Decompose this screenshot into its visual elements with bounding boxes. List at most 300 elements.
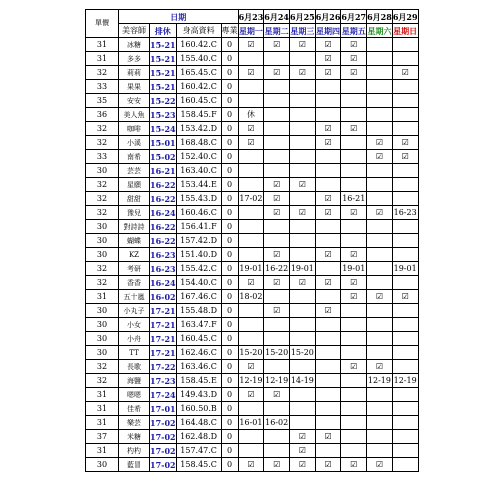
day-cell: ☑ (367, 206, 393, 220)
day-cell (392, 192, 418, 206)
profile-cell: 158.45.C (176, 458, 221, 472)
price-cell: 33 (86, 80, 119, 94)
day-cell (392, 346, 418, 360)
day-cell (238, 94, 264, 108)
day-cell (392, 164, 418, 178)
price-cell: 32 (86, 206, 119, 220)
day-cell (392, 458, 418, 472)
profile-cell: 163.40.C (176, 164, 221, 178)
column-header-grade: 專業 (221, 24, 238, 38)
day-cell (392, 94, 418, 108)
grade-cell: 0 (221, 234, 238, 248)
profile-cell: 160.50.B (176, 402, 221, 416)
table-row (86, 248, 419, 262)
profile-cell: 160.45.C (176, 94, 221, 108)
date-header: 6月24 (264, 11, 289, 22)
day-cell: 12-19 (392, 374, 418, 388)
code-cell: 16-02 (150, 291, 176, 302)
profile-cell: 165.45.C (176, 66, 221, 80)
day-cell (290, 164, 316, 178)
price-cell: 30 (86, 220, 119, 234)
day-cell (392, 80, 418, 94)
code-cell: 15-23 (150, 109, 176, 120)
day-cell (392, 108, 418, 122)
code-cell: 15-21 (150, 67, 176, 78)
day-cell (392, 444, 418, 458)
price-cell: 30 (86, 304, 119, 318)
name-cell: 安安 (119, 94, 150, 108)
day-cell (238, 52, 264, 66)
day-cell (315, 318, 341, 332)
day-cell (367, 444, 393, 458)
day-cell: ☑ (315, 136, 341, 150)
code-cell: 16-23 (150, 249, 176, 260)
day-cell (290, 108, 316, 122)
name-cell: 嗯嗯 (119, 388, 150, 402)
day-cell (367, 318, 393, 332)
day-cell (264, 290, 290, 304)
day-cell: 15-20 (290, 346, 316, 360)
day-cell (290, 332, 316, 346)
day-cell (315, 150, 341, 164)
price-cell: 32 (86, 276, 119, 290)
day-cell (367, 346, 393, 360)
day-cell (392, 234, 418, 248)
header-row-columns (86, 24, 419, 38)
grade-cell: 0 (221, 402, 238, 416)
table-row (86, 164, 419, 178)
day-cell (392, 416, 418, 430)
table-row (86, 444, 419, 458)
name-cell: 藍冒 (119, 458, 150, 472)
table-row (86, 80, 419, 94)
day-cell (367, 52, 393, 66)
day-cell: ☑ (238, 122, 264, 136)
grade-cell: 0 (221, 444, 238, 458)
day-cell (367, 304, 393, 318)
grade-cell: 0 (221, 150, 238, 164)
day-cell (264, 220, 290, 234)
day-cell: ☑ (315, 304, 341, 318)
day-cell (392, 220, 418, 234)
day-cell: ☑ (290, 38, 316, 52)
day-cell (341, 136, 367, 150)
code-cell: 17-02 (150, 445, 176, 456)
price-cell: 30 (86, 234, 119, 248)
price-cell: 32 (86, 66, 119, 80)
day-cell (290, 150, 316, 164)
day-cell: ☑ (290, 458, 316, 472)
table-row (86, 262, 419, 276)
grade-cell: 0 (221, 360, 238, 374)
day-cell: 16-22 (264, 262, 290, 276)
day-cell (341, 346, 367, 360)
profile-cell: 155.43.D (176, 192, 221, 206)
name-cell: 南希 (119, 150, 150, 164)
schedule-table (85, 9, 419, 472)
name-cell: 海鹽 (119, 374, 150, 388)
grade-cell: 0 (221, 38, 238, 52)
day-cell: ☑ (264, 248, 290, 262)
table-row (86, 38, 419, 52)
name-cell: 甜甜 (119, 192, 150, 206)
date-header: 6月25 (290, 11, 315, 22)
profile-cell: 152.40.C (176, 150, 221, 164)
table-row (86, 402, 419, 416)
day-cell: ☑ (315, 122, 341, 136)
name-cell: 咖啡 (119, 122, 150, 136)
day-cell: 16-21 (341, 192, 367, 206)
day-cell (367, 122, 393, 136)
day-cell (367, 248, 393, 262)
price-cell: 30 (86, 458, 119, 472)
profile-cell: 164.48.C (176, 416, 221, 430)
code-cell: 16-21 (150, 165, 176, 176)
profile-cell: 160.46.C (176, 206, 221, 220)
day-cell (367, 66, 393, 80)
day-cell: 19-01 (392, 262, 418, 276)
code-cell: 16-22 (150, 235, 176, 246)
name-cell: 莉莉 (119, 66, 150, 80)
name-cell: 香香 (119, 276, 150, 290)
price-cell: 31 (86, 290, 119, 304)
grade-cell: 0 (221, 220, 238, 234)
profile-cell: 151.40.D (176, 248, 221, 262)
day-cell: ☑ (290, 178, 316, 192)
price-cell: 31 (86, 38, 119, 52)
day-cell (392, 122, 418, 136)
grade-cell: 0 (221, 178, 238, 192)
grade-cell: 0 (221, 318, 238, 332)
day-cell (367, 178, 393, 192)
day-cell (315, 374, 341, 388)
day-cell (290, 248, 316, 262)
price-cell: 30 (86, 332, 119, 346)
day-cell (238, 318, 264, 332)
day-cell (290, 234, 316, 248)
profile-cell: 158.45.F (176, 108, 221, 122)
grade-cell: 0 (221, 430, 238, 444)
day-cell: ☑ (264, 388, 290, 402)
profile-cell: 158.45.E (176, 374, 221, 388)
day-cell (315, 444, 341, 458)
date-header: 6月29 (392, 11, 418, 22)
day-cell (367, 80, 393, 94)
price-cell: 33 (86, 150, 119, 164)
grade-cell: 0 (221, 136, 238, 150)
day-cell: ☑ (341, 360, 367, 374)
column-header-name: 美容師 (119, 24, 150, 38)
day-cell: 15-20 (264, 346, 290, 360)
day-cell (264, 332, 290, 346)
day-cell: 休 (238, 108, 264, 122)
day-cell: 16-01 (238, 416, 264, 430)
day-cell (264, 136, 290, 150)
day-cell (392, 360, 418, 374)
day-cell: ☑ (341, 52, 367, 66)
profile-cell: 160.42.C (176, 80, 221, 94)
day-cell: ☑ (264, 38, 290, 52)
day-cell: 14-19 (290, 374, 316, 388)
table-row (86, 94, 419, 108)
grade-cell: 0 (221, 346, 238, 360)
day-cell: 16-02 (264, 416, 290, 430)
profile-cell: 168.48.C (176, 136, 221, 150)
day-cell: ☑ (315, 458, 341, 472)
day-cell (290, 192, 316, 206)
grade-cell: 0 (221, 416, 238, 430)
code-cell: 17-21 (150, 347, 176, 358)
day-cell: ☑ (341, 248, 367, 262)
profile-cell: 162.46.C (176, 346, 221, 360)
day-cell (264, 360, 290, 374)
name-cell: 樂芸 (119, 416, 150, 430)
day-cell: ☑ (264, 458, 290, 472)
day-cell (290, 318, 316, 332)
price-cell: 30 (86, 346, 119, 360)
day-cell (341, 430, 367, 444)
day-cell: ☑ (238, 276, 264, 290)
table-row (86, 290, 419, 304)
price-cell: 32 (86, 192, 119, 206)
price-cell: 30 (86, 248, 119, 262)
grade-cell: 0 (221, 52, 238, 66)
day-cell (264, 150, 290, 164)
table-row (86, 150, 419, 164)
day-cell (392, 332, 418, 346)
code-cell: 17-02 (150, 459, 176, 470)
day-cell (264, 94, 290, 108)
day-cell (315, 234, 341, 248)
code-cell: 16-24 (150, 207, 176, 218)
day-cell (392, 402, 418, 416)
day-cell: 15-20 (238, 346, 264, 360)
profile-cell: 155.40.C (176, 52, 221, 66)
day-cell (315, 360, 341, 374)
day-cell: 18-02 (238, 290, 264, 304)
grade-cell: 0 (221, 388, 238, 402)
day-cell: ☑ (392, 290, 418, 304)
price-cell: 31 (86, 444, 119, 458)
grade-cell: 0 (221, 94, 238, 108)
weekday-header: 星期三 (290, 25, 315, 36)
day-cell (315, 164, 341, 178)
code-cell: 16-23 (150, 263, 176, 274)
day-cell (290, 136, 316, 150)
price-cell: 32 (86, 374, 119, 388)
day-cell (315, 108, 341, 122)
day-cell (264, 234, 290, 248)
day-cell (367, 192, 393, 206)
grade-cell: 0 (221, 206, 238, 220)
day-cell (264, 164, 290, 178)
day-cell: ☑ (341, 276, 367, 290)
day-cell (392, 178, 418, 192)
day-cell (264, 402, 290, 416)
weekday-header: 星期一 (238, 25, 263, 36)
day-cell: 12-19 (264, 374, 290, 388)
day-cell (238, 304, 264, 318)
day-cell (341, 234, 367, 248)
day-cell: ☑ (238, 136, 264, 150)
profile-cell: 156.41.F (176, 220, 221, 234)
price-cell: 31 (86, 388, 119, 402)
code-cell: 17-02 (150, 417, 176, 428)
code-cell: 16-22 (150, 179, 176, 190)
grade-cell: 0 (221, 80, 238, 94)
grade-cell: 0 (221, 192, 238, 206)
column-header-code: 排休 (150, 24, 177, 38)
day-cell (392, 304, 418, 318)
day-cell: ☑ (341, 38, 367, 52)
name-cell: KZ (119, 248, 150, 262)
day-cell: ☑ (341, 458, 367, 472)
grade-cell: 0 (221, 276, 238, 290)
price-cell: 31 (86, 402, 119, 416)
profile-cell: 155.42.C (176, 262, 221, 276)
profile-cell: 160.45.C (176, 332, 221, 346)
profile-cell: 162.48.D (176, 430, 221, 444)
code-cell: 15-21 (150, 53, 176, 64)
code-cell: 15-22 (150, 95, 176, 106)
grade-cell: 0 (221, 304, 238, 318)
day-cell: ☑ (315, 206, 341, 220)
name-cell: 五十嵐 (119, 290, 150, 304)
price-cell: 32 (86, 360, 119, 374)
name-cell: 多多 (119, 52, 150, 66)
day-cell: ☑ (290, 66, 316, 80)
day-cell (315, 80, 341, 94)
day-cell (290, 80, 316, 94)
day-cell: ☑ (367, 136, 393, 150)
price-cell: 32 (86, 122, 119, 136)
day-cell: ☑ (392, 66, 418, 80)
day-cell (264, 80, 290, 94)
day-cell (238, 220, 264, 234)
day-cell: ☑ (341, 66, 367, 80)
day-cell (264, 108, 290, 122)
day-cell: ☑ (315, 52, 341, 66)
table-row (86, 318, 419, 332)
code-cell: 17-24 (150, 389, 176, 400)
day-cell: 12-19 (367, 374, 393, 388)
code-cell: 16-22 (150, 193, 176, 204)
name-cell: 考研 (119, 262, 150, 276)
table-row (86, 304, 419, 318)
day-cell (315, 290, 341, 304)
profile-cell: 157.42.D (176, 234, 221, 248)
day-cell: ☑ (315, 276, 341, 290)
day-cell (238, 332, 264, 346)
table-row (86, 430, 419, 444)
table-row (86, 52, 419, 66)
table-row (86, 416, 419, 430)
date-header: 6月28 (367, 11, 392, 22)
name-cell: 蝴蝶 (119, 234, 150, 248)
day-cell: ☑ (238, 38, 264, 52)
day-cell (238, 206, 264, 220)
day-cell (367, 94, 393, 108)
day-cell (238, 178, 264, 192)
day-cell: ☑ (392, 136, 418, 150)
name-cell: TT (119, 346, 150, 360)
code-cell: 16-24 (150, 277, 176, 288)
price-cell: 32 (86, 262, 119, 276)
day-cell (264, 430, 290, 444)
table-row (86, 136, 419, 150)
day-cell (392, 318, 418, 332)
day-cell (367, 402, 393, 416)
day-cell (341, 402, 367, 416)
day-cell (238, 164, 264, 178)
name-cell: 美人魚 (119, 108, 150, 122)
grade-cell: 0 (221, 290, 238, 304)
corner-label: 單價 (86, 10, 119, 38)
day-cell (315, 94, 341, 108)
day-cell: 19-01 (238, 262, 264, 276)
day-cell (290, 290, 316, 304)
day-cell (264, 122, 290, 136)
date-header: 6月23 (238, 11, 264, 22)
day-cell (392, 388, 418, 402)
price-cell: 36 (86, 108, 119, 122)
table-row (86, 388, 419, 402)
code-cell: 15-01 (150, 137, 176, 148)
day-cell (367, 164, 393, 178)
profile-cell: 153.44.E (176, 178, 221, 192)
day-cell: ☑ (341, 290, 367, 304)
code-cell: 15-02 (150, 151, 176, 162)
name-cell: 對詩詩 (119, 220, 150, 234)
table-row (86, 108, 419, 122)
day-cell (290, 94, 316, 108)
day-cell (367, 430, 393, 444)
price-cell: 37 (86, 430, 119, 444)
code-cell: 17-21 (150, 333, 176, 344)
day-cell: 17-02 (238, 192, 264, 206)
price-cell: 30 (86, 164, 119, 178)
day-cell (264, 52, 290, 66)
price-cell: 35 (86, 94, 119, 108)
day-cell: ☑ (367, 150, 393, 164)
grade-cell: 0 (221, 332, 238, 346)
day-cell: ☑ (290, 444, 316, 458)
day-cell (367, 332, 393, 346)
day-cell (315, 346, 341, 360)
table-row (86, 234, 419, 248)
grade-cell: 0 (221, 248, 238, 262)
day-cell (367, 234, 393, 248)
day-cell: ☑ (264, 178, 290, 192)
day-cell (367, 108, 393, 122)
day-cell (315, 388, 341, 402)
weekday-header: 星期四 (316, 25, 341, 36)
day-cell (341, 444, 367, 458)
day-cell: ☑ (315, 38, 341, 52)
profile-cell: 155.48.D (176, 304, 221, 318)
grade-cell: 0 (221, 66, 238, 80)
profile-cell: 167.46.C (176, 290, 221, 304)
table-row (86, 276, 419, 290)
header-row-dates (86, 10, 419, 24)
code-cell: 17-21 (150, 305, 176, 316)
table-row (86, 374, 419, 388)
weekday-header: 星期五 (341, 25, 366, 36)
day-cell (238, 150, 264, 164)
name-cell: 佳希 (119, 402, 150, 416)
profile-cell: 163.47.F (176, 318, 221, 332)
price-cell: 31 (86, 52, 119, 66)
